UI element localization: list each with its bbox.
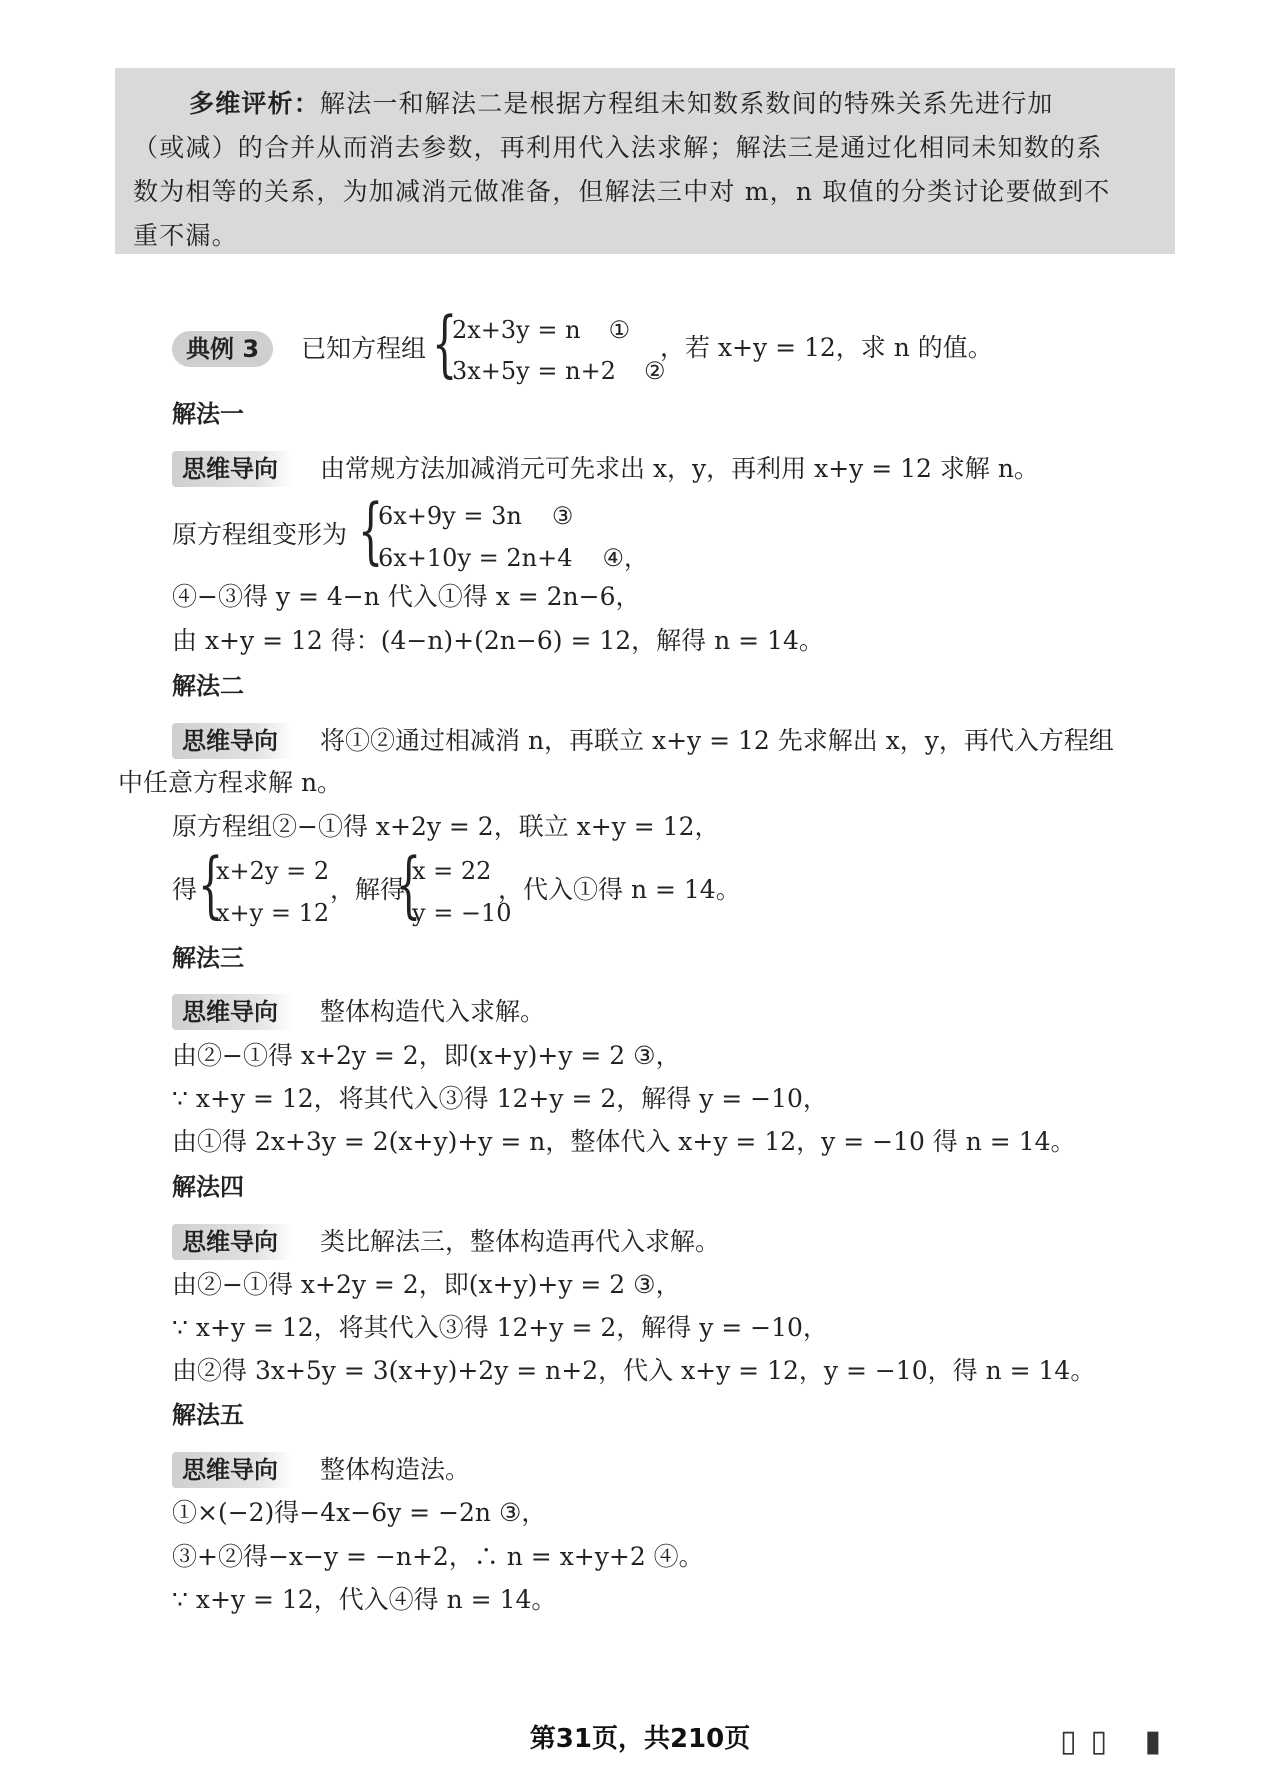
- method5-guide: 整体构造法。: [320, 1455, 471, 1484]
- method1-sys-eq1: [378, 496, 573, 536]
- analysis-line-1: [133, 82, 1157, 126]
- example-tag: 典例 3: [172, 331, 273, 367]
- analysis-line-2: （或减）的合并从而消去参数，再利用代入法求解；解法三是通过化相同未知数的系: [133, 133, 1103, 162]
- method2-sys-prefix: 得: [172, 875, 198, 904]
- method4-step2: ∵ x+y = 12，将其代入③得 12+y = 2，解得 y = −10，: [172, 1313, 828, 1342]
- method5-step1: ①×(−2)得−4x−6y = −2n ③，: [172, 1498, 547, 1527]
- method2-guide-tag: 思维导向: [172, 723, 292, 759]
- example-eq2: [452, 351, 665, 391]
- method2-sys-b2: y = −10: [412, 899, 512, 927]
- method1-sys-eq2: [378, 538, 648, 578]
- example-suffix: ，若 x+y = 12，求 n 的值。: [660, 333, 993, 362]
- example-eq1: [452, 310, 630, 350]
- method1-step2: 由 x+y = 12 得：(4−n)+(2n−6) = 12，解得 n = 14。: [172, 626, 824, 655]
- method2-guide-line1: 将①②通过相减消 n，再联立 x+y = 12 先求解出 x，y，再代入方程组: [320, 726, 1114, 755]
- method2-sys-mid: ，解得: [330, 875, 406, 904]
- method2-heading: 解法二: [172, 672, 244, 700]
- example-prefix: 已知方程组: [301, 334, 427, 363]
- example-eq1-mark: ①: [608, 316, 631, 344]
- method3-step1: 由②−①得 x+2y = 2，即(x+y)+y = 2 ③，: [172, 1041, 681, 1070]
- method5-guide-tag: 思维导向: [172, 1452, 292, 1488]
- method2-sys-a2: x+y = 12: [216, 899, 330, 927]
- method2-sys-suffix: ，代入①得 n = 14。: [498, 875, 741, 904]
- analysis-line-3: 数为相等的关系，为加减消元做准备，但解法三中对 m，n 取值的分类讨论要做到不: [133, 177, 1111, 206]
- page-indicator: 第31页，共210页: [529, 1724, 751, 1754]
- toolbar-glyphs-icon[interactable]: ▯▯ ▮: [1060, 1724, 1176, 1759]
- method2-guide-row: [172, 723, 1114, 759]
- method2-step1: 原方程组②−①得 x+2y = 2，联立 x+y = 12，: [172, 812, 720, 841]
- method1-sys-eq1-mark: ③: [551, 502, 574, 530]
- method3-heading: 解法三: [172, 944, 244, 972]
- method5-guide-row: [172, 1452, 470, 1488]
- analysis-box: [115, 68, 1175, 254]
- analysis-label: 多维评析：: [189, 89, 321, 118]
- method1-guide: 由常规方法加减消元可先求出 x，y，再利用 x+y = 12 求解 n。: [320, 454, 1039, 483]
- method1-heading: 解法一: [172, 400, 244, 428]
- analysis-line-4: 重不漏。: [133, 221, 238, 250]
- method1-sys-prefix: 原方程组变形为: [172, 520, 348, 549]
- method4-step1: 由②−①得 x+2y = 2，即(x+y)+y = 2 ③，: [172, 1270, 681, 1299]
- method4-heading: 解法四: [172, 1173, 244, 1201]
- method5-heading: 解法五: [172, 1401, 244, 1429]
- method2-sys-b1: x = 22: [412, 857, 492, 885]
- method1-brace: {: [358, 488, 384, 572]
- method1-sys-suffix: ，: [624, 544, 648, 572]
- method2-guide-line2: 中任意方程求解 n。: [118, 768, 343, 797]
- method1-guide-tag: 思维导向: [172, 451, 292, 487]
- method3-guide-tag: 思维导向: [172, 994, 292, 1030]
- method1-sys-eq2-text: 6x+10y = 2n+4: [378, 544, 573, 572]
- method3-step3: 由①得 2x+3y = 2(x+y)+y = n，整体代入 x+y = 12，y = −10 得 n = 14。: [172, 1127, 1076, 1156]
- method1-step1: ④−③得 y = 4−n 代入①得 x = 2n−6，: [172, 582, 641, 611]
- method1-sys-eq2-mark: ④: [602, 544, 624, 572]
- method3-step2: ∵ x+y = 12，将其代入③得 12+y = 2，解得 y = −10，: [172, 1084, 828, 1113]
- method5-step3: ∵ x+y = 12，代入④得 n = 14。: [172, 1585, 557, 1614]
- example-row: [172, 331, 426, 367]
- method3-guide-row: [172, 994, 545, 1030]
- example-eq2-text: 3x+5y = n+2: [452, 357, 616, 385]
- method4-guide: 类比解法三，整体构造再代入求解。: [320, 1227, 721, 1256]
- method1-sys-eq1-text: 6x+9y = 3n: [378, 502, 522, 530]
- analysis-text-1: 解法一和解法二是根据方程组未知数系数间的特殊关系先进行加: [320, 89, 1054, 118]
- example-eq2-mark: ②: [643, 357, 666, 385]
- method1-guide-row: [172, 451, 1039, 487]
- method3-guide: 整体构造代入求解。: [320, 997, 546, 1026]
- method4-guide-tag: 思维导向: [172, 1224, 292, 1260]
- method4-step3: 由②得 3x+5y = 3(x+y)+2y = n+2，代入 x+y = 12，y = −10，得 n = 14。: [172, 1356, 1096, 1385]
- method2-brace-b: {: [396, 842, 422, 926]
- method5-step2: ③+②得−x−y = −n+2，∴ n = x+y+2 ④。: [172, 1542, 704, 1571]
- method4-guide-row: [172, 1224, 720, 1260]
- method2-sys-a1: x+2y = 2: [216, 857, 330, 885]
- example-eq1-text: 2x+3y = n: [452, 316, 581, 344]
- example-brace: {: [432, 301, 458, 385]
- method2-brace-a: {: [198, 842, 224, 926]
